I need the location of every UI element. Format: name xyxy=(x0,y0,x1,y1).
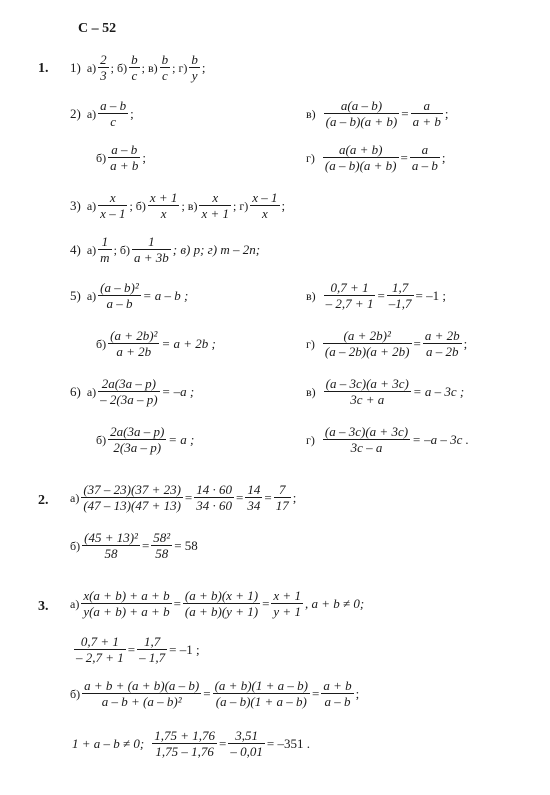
p1-r2-v-label: в) xyxy=(306,106,316,121)
p1-r3-label: 3) xyxy=(70,198,81,213)
p1-r4-a-fraction: $\frac{1}{m}$ xyxy=(100,234,110,265)
p3-l4-fraction-2: $\frac{3,51}{- 0,01}$ xyxy=(230,728,263,759)
p1-r2-g-eq: = xyxy=(400,150,408,165)
p1-r5-g-fraction: $\frac{\text{(a + 2b)²}}{(a - 2b)(a + 2b)}$ xyxy=(324,328,410,359)
p1-r5-a-label: а) xyxy=(86,288,97,303)
problem-1-number: 1. xyxy=(38,61,49,76)
p1-r6-b-rest: = a ; xyxy=(168,432,195,447)
p1-row-5v xyxy=(306,280,446,311)
p1-r1-b-label: ; б) xyxy=(110,60,128,75)
p1-r4-b-fraction: $\frac{1}{a + 3b}$ xyxy=(134,234,169,265)
p3-row-4 xyxy=(72,728,310,759)
p3-l4-fraction: $\frac{1,75 + 1,76}{1,75 - 1,76}$ xyxy=(154,728,216,759)
p2-a-fraction: $\frac{(37 - 23)(37 + 23)}{(47 - 13)(47 + 13)}$ xyxy=(83,482,181,513)
p1-r1-end: ; xyxy=(201,60,206,75)
p1-r1-c-fraction: $\frac{b}{c}$ xyxy=(161,52,169,83)
p3-b-label: б) xyxy=(70,686,81,701)
p3-b-eq-1: = xyxy=(203,686,211,701)
p1-row-4 xyxy=(70,234,260,265)
page-title: С – 52 xyxy=(78,21,117,36)
p1-r2-a-fraction: $\frac{a - b}{c}$ xyxy=(100,98,127,129)
p1-r6-a-rest: = –a ; xyxy=(161,384,195,399)
p2-a-eq-3: = xyxy=(264,490,272,505)
p2-a-fraction-3: $\frac{14}{34}$ xyxy=(247,482,261,513)
p1-r1-d-fraction: $\frac{b}{y}$ xyxy=(191,52,198,83)
p1-r3-d-label: ; г) xyxy=(232,198,249,213)
p1-r6-a-fraction: $\frac{2a(3a - p)}{- 2(3a - p)}$ xyxy=(100,376,158,407)
p3-l2-fraction-2: $\frac{1,7}{- 1,7}$ xyxy=(139,634,166,665)
p1-r2-g-fraction: $\frac{a(a + b)}{(a - b)(a + b)}$ xyxy=(324,142,397,173)
p3-l4-rest: = –351 . xyxy=(266,736,310,751)
p3-l2-eq: = xyxy=(127,642,136,657)
p1-r2-v-end: ; xyxy=(444,106,449,121)
p3-l2-rest: = –1 ; xyxy=(169,642,200,657)
p3-b-end: ; xyxy=(355,686,360,701)
p1-r2-g-end: ; xyxy=(441,150,446,165)
p3-l4-eq: = xyxy=(219,736,227,751)
p2-a-label: а) xyxy=(70,490,80,505)
p1-r5-b-rest: = a + 2b ; xyxy=(161,336,216,351)
p1-row-2g xyxy=(306,142,445,173)
p3-a-eq-2: = xyxy=(262,596,270,611)
p1-r1-label: 1) xyxy=(70,60,81,75)
p1-r3-b-label: ; б) xyxy=(129,198,146,213)
p1-r6-v-fraction: $\frac{(a - 3c)(a + 3c)}{3c + a}$ xyxy=(325,376,409,407)
p1-r6-b-fraction: $\frac{2a(3a - p)}{2(3a - p)}$ xyxy=(110,424,165,455)
p1-r6-b-label: б) xyxy=(96,432,107,447)
p1-r5-a-fraction: $\frac{\text{(a – b)²}}{a - b}$ xyxy=(100,280,139,311)
p1-r5-label: 5) xyxy=(70,288,81,303)
p1-r5-g-end: ; xyxy=(463,336,468,351)
p3-row-2 xyxy=(72,634,200,665)
p1-r6-g-fraction: $\frac{(a - 3c)(a + 3c)}{3c - a}$ xyxy=(324,424,409,455)
p3-a-fraction: $\frac{x(a + b) + a + b}{y(a + b) + a + b}$ xyxy=(83,588,170,619)
p1-r1-c-label: ; в) xyxy=(141,60,158,75)
p1-r6-a-label: а) xyxy=(86,384,97,399)
p1-r2-b-fraction: $\frac{a - b}{a + b}$ xyxy=(110,142,139,173)
p1-row-6g xyxy=(306,424,469,455)
p1-r4-a-label: а) xyxy=(86,242,97,257)
p1-r6-g-rest: = –a – 3c . xyxy=(412,432,469,447)
p1-r4-b-label: ; б) xyxy=(113,242,130,257)
p1-r2-a-label: а) xyxy=(86,106,97,121)
p1-r2-v-fraction-2: $\frac{a}{a + b}$ xyxy=(412,98,441,129)
p1-r6-g-label: г) xyxy=(306,432,315,447)
p2-b-rest: = 58 xyxy=(174,538,198,553)
p1-r5-g-eq: = xyxy=(413,336,421,351)
p1-r5-g-label: г) xyxy=(306,336,315,351)
p1-r3-c-label: ; в) xyxy=(181,198,198,213)
p3-a-rest: , a + b ≠ 0; xyxy=(304,596,365,611)
p3-b-fraction-2: $\frac{(a + b)(1 + a - b)}{(a - b)(1 + a - b)}$ xyxy=(214,678,308,709)
p2-row-b xyxy=(70,530,198,561)
p1-r1-a-label: а) xyxy=(86,60,97,75)
p2-a-eq-1: = xyxy=(184,490,193,505)
p1-r3-a-label: а) xyxy=(86,198,97,213)
p1-r3-c-fraction: $\frac{x}{x + 1}$ xyxy=(201,190,229,221)
p1-r2-b-end: ; xyxy=(142,150,147,165)
p1-row-6a xyxy=(70,376,194,407)
p3-l2-fraction: $\frac{0,7 + 1}{- 2,7 + 1}$ xyxy=(76,634,124,665)
p1-r3-b-fraction: $\frac{x + 1}{x}$ xyxy=(149,190,178,221)
p1-row-6v xyxy=(306,376,464,407)
p1-r5-v-fraction-2: $\frac{1,7}{-1,7}$ xyxy=(388,280,412,311)
p1-r5-v-label: в) xyxy=(306,288,316,303)
p3-row-a xyxy=(70,588,364,619)
p1-row-6b xyxy=(96,424,194,455)
p1-r5-v-fraction: $\frac{0,7 + 1}{- 2,7 + 1}$ xyxy=(325,280,374,311)
p1-r2-g-label: г) xyxy=(306,150,315,165)
p2-b-eq: = xyxy=(141,538,150,553)
p1-row-5g xyxy=(306,328,467,359)
p1-row-5b xyxy=(96,328,216,359)
p1-r3-d-fraction: $\frac{x - 1}{x}$ xyxy=(252,190,278,221)
p1-r2-v-eq: = xyxy=(401,106,409,121)
p1-row-2a xyxy=(70,98,134,129)
p1-r1-a-fraction: $\frac{2}{3}$ xyxy=(100,52,107,83)
p2-row-a xyxy=(70,482,296,513)
p3-a-label: а) xyxy=(70,596,80,611)
p1-r6-label: 6) xyxy=(70,384,81,399)
p3-b-fraction-3: $\frac{a + b}{a - b}$ xyxy=(323,678,352,709)
p1-r4-rest: ; в) p; г) m – 2n; xyxy=(172,242,261,257)
p2-b-fraction: $\frac{\text{(45 + 13)²}}{58}$ xyxy=(84,530,138,561)
p1-r2-g-fraction-2: $\frac{a}{a - b}$ xyxy=(411,142,438,173)
p2-a-end: ; xyxy=(292,490,297,505)
p1-r5-a-rest: = a – b ; xyxy=(142,288,189,303)
problem-3-number: 3. xyxy=(38,599,49,614)
p1-r5-v-rest: = –1 ; xyxy=(415,288,446,303)
p1-r2-label: 2) xyxy=(70,106,81,121)
p1-r5-g-fraction-2: $\frac{a + 2b}{a - 2b}$ xyxy=(424,328,460,359)
p1-r2-v-fraction: $\frac{a(a - b)}{(a - b)(a + b)}$ xyxy=(325,98,398,129)
p2-a-eq-2: = xyxy=(236,490,244,505)
p1-row-2b xyxy=(96,142,146,173)
p1-row-3 xyxy=(70,190,285,221)
p3-l4-condition: 1 + a – b ≠ 0; xyxy=(72,736,145,751)
p1-r2-a-end: ; xyxy=(130,106,134,121)
p1-r6-v-label: в) xyxy=(306,384,316,399)
p3-a-fraction-3: $\frac{x + 1}{y + 1}$ xyxy=(273,588,301,619)
p3-b-eq-2: = xyxy=(311,686,320,701)
p1-r1-b-fraction: $\frac{b}{c}$ xyxy=(131,52,138,83)
p1-r4-label: 4) xyxy=(70,242,81,257)
p1-r5-b-label: б) xyxy=(96,336,107,351)
p1-r6-v-rest: = a – 3c ; xyxy=(412,384,465,399)
p3-b-fraction: $\frac{a + b + (a + b)(a - b)}{\text{a – b + (a – b)²}}$ xyxy=(84,678,200,709)
p1-r3-a-fraction: $\frac{x}{x - 1}$ xyxy=(100,190,126,221)
p2-a-fraction-2: $\frac{14 \cdot 60}{34 \cdot 60}$ xyxy=(196,482,233,513)
problem-2-number: 2. xyxy=(38,493,49,508)
p3-a-fraction-2: $\frac{(a + b)(x + 1)}{(a + b)(y + 1)}$ xyxy=(184,588,259,619)
p1-row-1 xyxy=(70,52,206,83)
p1-r2-b-label: б) xyxy=(96,150,107,165)
p1-row-5a xyxy=(70,280,188,311)
p2-b-label: б) xyxy=(70,538,81,553)
p1-r5-b-fraction: $\frac{\text{(a + 2b)²}}{a + 2b}$ xyxy=(110,328,158,359)
p2-b-fraction-2: $\frac{\text{58²}}{58}$ xyxy=(153,530,171,561)
p1-r1-d-label: ; г) xyxy=(172,60,188,75)
p1-row-2v xyxy=(306,98,449,129)
p1-r3-end: ; xyxy=(281,198,286,213)
p3-a-eq-1: = xyxy=(173,596,181,611)
p1-r5-v-eq: = xyxy=(377,288,385,303)
p3-row-b xyxy=(70,678,359,709)
p2-a-fraction-4: $\frac{7}{17}$ xyxy=(275,482,289,513)
